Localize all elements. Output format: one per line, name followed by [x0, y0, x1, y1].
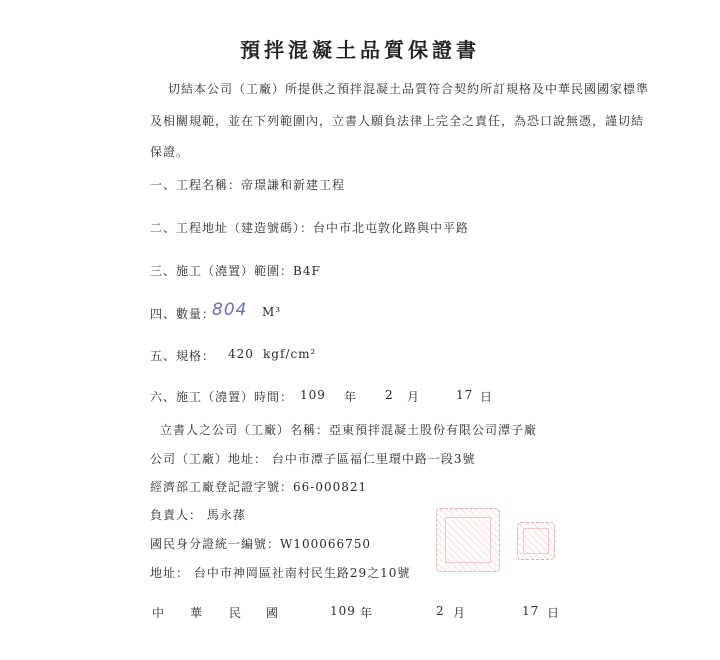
date-month-unit: 月 [407, 390, 421, 404]
quantity-unit: M³ [262, 305, 282, 319]
pour-scope: 三、施工（澆置）範圍：B4F [150, 264, 321, 278]
date-year-unit: 年 [344, 390, 358, 404]
intro-line-2: 及相關規範，並在下列範圍內，立書人願負法律上完全之責任，為恐口說無憑，謹切結 [150, 114, 645, 128]
footer-month-unit: 月 [453, 606, 467, 620]
quantity-label: 四、數量： [150, 307, 216, 321]
spec-value: 420 [228, 347, 254, 361]
spec-label: 五、規格： [150, 349, 216, 363]
date-year: 109 [300, 388, 326, 402]
project-address: 二、工程地址（建造號碼）：台中市北屯敦化路與中平路 [150, 221, 470, 235]
signer-address: 地址： 台中市神岡區社南村民生路29之10號 [150, 566, 411, 580]
footer-day-unit: 日 [547, 606, 561, 620]
footer-month: 2 [436, 604, 445, 618]
signer-registration: 經濟部工廠登記證字號：66-000821 [150, 480, 368, 494]
footer-year-unit: 年 [360, 606, 374, 620]
project-name: 一、工程名稱：帝璟謙和新建工程 [150, 178, 346, 192]
footer-year: 109 [330, 604, 356, 618]
signer-factory-address: 公司（工廠）地址： 台中市潭子區福仁里環中路一段3號 [150, 452, 476, 466]
spec-unit: kgf/cm² [263, 347, 317, 361]
signer-id-number: 國民身分證統一編號：W100066750 [150, 537, 372, 551]
footer-hua: 華 [190, 606, 204, 620]
date-day: 17 [456, 388, 474, 402]
document-title: 預拌混凝土品質保證書 [240, 38, 480, 62]
personal-seal-stamp [517, 522, 555, 560]
date-label: 六、施工（澆置）時間： [150, 390, 294, 404]
signer-responsible: 負責人： 馬永蓀 [150, 508, 246, 522]
company-seal-stamp [436, 508, 500, 572]
date-month: 2 [385, 388, 394, 402]
quantity-handwritten-value: 804 [212, 300, 248, 320]
date-day-unit: 日 [480, 390, 494, 404]
intro-line-1: 切結本公司（工廠）所提供之預拌混凝土品質符合契約所訂規格及中華民國國家標準 [168, 82, 650, 96]
intro-line-3: 保證。 [150, 145, 190, 159]
footer-day: 17 [522, 604, 540, 618]
footer-guo: 國 [266, 606, 280, 620]
footer-zhong: 中 [152, 606, 166, 620]
footer-min: 民 [229, 606, 243, 620]
signer-company: 立書人之公司（工廠）名稱：亞東預拌混凝土股份有限公司潭子廠 [160, 423, 538, 437]
